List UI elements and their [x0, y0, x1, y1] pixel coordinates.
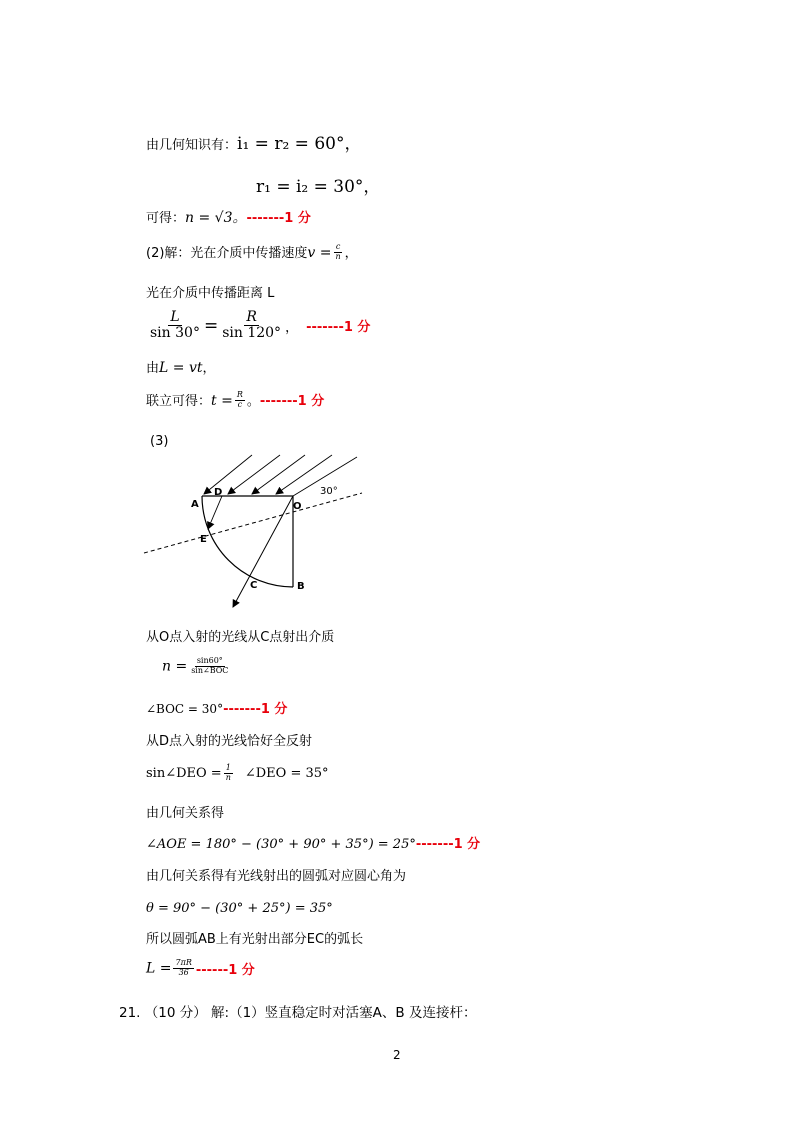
- critical-numerator: 1: [225, 763, 231, 773]
- geometry-relation-text: 由几何关系得: [146, 806, 225, 821]
- speed-text: (2)解：光在介质中传播速度: [146, 246, 308, 261]
- distance-text: 光在介质中传播距离 L: [146, 286, 275, 301]
- central-angle-line: [146, 865, 406, 884]
- speed-line: [146, 242, 358, 262]
- geometry-line-1: [146, 129, 361, 154]
- angle-AOE-line: [146, 833, 480, 852]
- sine-tail: ，: [285, 320, 299, 336]
- refracted-ray-DE: [208, 496, 222, 529]
- geometry-relation-line: [146, 802, 224, 821]
- speed-denominator: n: [335, 252, 341, 261]
- speed-numerator: c: [335, 242, 341, 252]
- distance-formula-tail: ，: [202, 361, 216, 376]
- refraction-equation: r₁ = i₂ = 30°，: [256, 177, 381, 197]
- time-tail: 。: [246, 394, 260, 409]
- incidence-equation: i₁ = r₂ = 60°，: [237, 134, 362, 154]
- sine-right-num: R: [246, 309, 257, 325]
- part3-label-line: [150, 430, 168, 449]
- score-mark: -------1 分: [223, 702, 288, 717]
- ray-O-text: 从O点入射的光线从C点射出介质: [146, 630, 335, 645]
- label-A: A: [191, 499, 199, 510]
- arc-length-fraction: [173, 959, 193, 978]
- part3-label: (3): [150, 434, 169, 449]
- dashed-normal: [144, 493, 362, 553]
- theta-line: [146, 897, 333, 916]
- theta-equation: θ = 90° − (30° + 25°) = 35°: [146, 901, 333, 916]
- equals-sign: =: [203, 315, 219, 336]
- optics-diagram: [140, 450, 370, 615]
- sine-fraction-right: [220, 310, 283, 342]
- sine-right-den: sin 120°: [222, 325, 282, 342]
- time-var: t =: [211, 393, 233, 409]
- sine-left-den: sin 30°: [150, 325, 200, 342]
- arc-length-numerator: 7πR: [175, 958, 192, 968]
- arc-length-denominator: 36: [178, 968, 189, 977]
- arc-AB: [202, 496, 293, 587]
- time-denominator: c: [237, 400, 243, 409]
- arc-length-text: 所以圆弧AB上有光射出部分EC的弧长: [146, 932, 364, 947]
- arc-length-line: [146, 958, 255, 978]
- page-number-container: [393, 1044, 401, 1063]
- result-label: 可得：: [146, 211, 186, 226]
- label-E: E: [200, 534, 207, 545]
- distance-formula: L = vt: [159, 360, 203, 376]
- angle-BOC-equation: ∠BOC = 30°: [146, 702, 224, 716]
- question-21-line: [119, 1001, 476, 1021]
- score-mark: -------1 分: [259, 394, 325, 409]
- question-21-text: 21. （10 分） 解:（1）竖直稳定时对活塞A、B 及连接杆：: [119, 1005, 477, 1021]
- refraction-equation-line: [256, 172, 380, 197]
- ray-OC: [233, 496, 293, 607]
- index-formula-line: [162, 656, 232, 676]
- incident-ray-1: [204, 455, 252, 494]
- critical-sine: sin∠DEO =: [146, 766, 222, 781]
- ray-D-line: [146, 730, 312, 749]
- critical-angle-line: [146, 763, 329, 783]
- time-numerator: R: [236, 390, 243, 400]
- incident-ray-3: [252, 455, 305, 494]
- critical-angle: ∠DEO = 35°: [244, 766, 329, 781]
- arc-length-text-line: [146, 928, 363, 947]
- speed-var: v =: [307, 245, 332, 261]
- label-B: B: [297, 581, 305, 592]
- score-mark: -------1 分: [306, 320, 371, 336]
- index-denominator: sin∠BOC: [191, 666, 229, 675]
- sine-law-line: [146, 310, 370, 342]
- label-D: D: [214, 487, 223, 498]
- ray-O-line: [146, 626, 334, 645]
- incident-ray-2: [228, 455, 280, 494]
- geometry-text: 由几何知识有：: [146, 138, 238, 153]
- index-fraction: [189, 657, 230, 676]
- score-mark: -------1 分: [246, 211, 311, 226]
- time-fraction: [235, 391, 245, 410]
- time-label: 联立可得：: [146, 394, 212, 409]
- speed-tail: ，: [344, 246, 358, 261]
- angle-BOC-line: [146, 698, 287, 717]
- distance-formula-label: 由: [146, 361, 160, 376]
- arc-length-var: L =: [146, 960, 172, 977]
- score-mark: ------1 分: [195, 963, 255, 978]
- label-O: O: [293, 501, 302, 512]
- result-n-equation: n = √3。: [185, 210, 247, 226]
- index-var: n =: [162, 658, 188, 675]
- critical-denominator: n: [225, 773, 231, 782]
- result-n-line: [146, 207, 311, 227]
- sine-left-num: L: [170, 309, 180, 325]
- label-angle-30: 30°: [320, 486, 338, 497]
- time-line: [146, 390, 324, 410]
- central-angle-text: 由几何关系得有光线射出的圆弧对应圆心角为: [146, 869, 407, 884]
- label-C: C: [250, 580, 258, 591]
- distance-line: [146, 282, 274, 301]
- page-number: 2: [393, 1048, 401, 1062]
- score-mark: -------1 分: [415, 837, 481, 852]
- angle-AOE-equation: ∠AOE = 180° − (30° + 90° + 35°) = 25°: [146, 837, 416, 852]
- distance-formula-line: [146, 357, 216, 376]
- ray-D-text: 从D点入射的光线恰好全反射: [146, 734, 313, 749]
- speed-fraction: [334, 243, 343, 262]
- index-numerator: sin60°: [196, 656, 223, 666]
- critical-fraction: [224, 764, 233, 783]
- sine-fraction-left: [148, 310, 202, 342]
